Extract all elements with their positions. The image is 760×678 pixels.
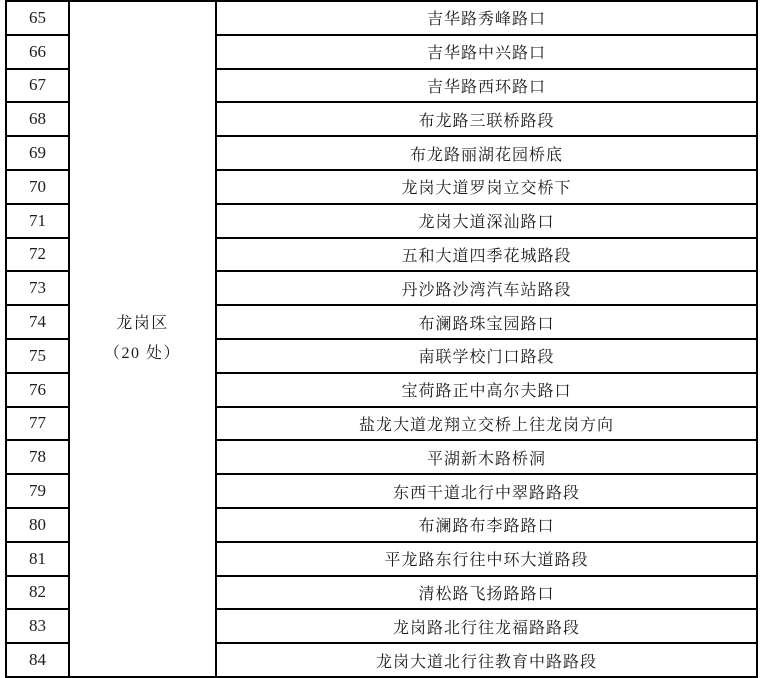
location-cell: 龙岗路北行往龙福路路段	[216, 609, 757, 643]
district-name: 龙岗区	[116, 314, 169, 332]
location-cell: 南联学校门口路段	[216, 339, 757, 373]
row-number: 66	[6, 35, 69, 69]
row-number: 76	[6, 373, 69, 407]
location-cell: 五和大道四季花城路段	[216, 238, 757, 272]
row-number: 75	[6, 339, 69, 373]
location-cell: 布龙路丽湖花园桥底	[216, 136, 757, 170]
location-cell: 布龙路三联桥路段	[216, 102, 757, 136]
location-cell: 东西干道北行中翠路路段	[216, 474, 757, 508]
row-number: 80	[6, 508, 69, 542]
location-cell: 布澜路珠宝园路口	[216, 305, 757, 339]
row-number: 69	[6, 136, 69, 170]
row-number: 82	[6, 576, 69, 610]
location-cell: 龙岗大道深汕路口	[216, 204, 757, 238]
row-number: 73	[6, 271, 69, 305]
table-body	[6, 1, 757, 677]
row-number: 72	[6, 238, 69, 272]
row-number: 84	[6, 643, 69, 677]
location-cell: 宝荷路正中高尔夫路口	[216, 373, 757, 407]
location-cell: 吉华路秀峰路口	[216, 1, 757, 35]
location-cell: 丹沙路沙湾汽车站路段	[216, 271, 757, 305]
row-number: 83	[6, 609, 69, 643]
row-number: 74	[6, 305, 69, 339]
row-number: 65	[6, 1, 69, 35]
row-number: 67	[6, 69, 69, 103]
district-count: （20 处）	[103, 344, 181, 362]
row-number: 79	[6, 474, 69, 508]
district-cell	[69, 1, 216, 677]
location-cell: 平龙路东行往中环大道路段	[216, 542, 757, 576]
table-row	[6, 1, 757, 35]
row-number: 68	[6, 102, 69, 136]
location-cell: 布澜路布李路路口	[216, 508, 757, 542]
location-cell: 龙岗大道北行往教育中路路段	[216, 643, 757, 677]
location-cell: 吉华路西环路口	[216, 69, 757, 103]
location-cell: 吉华路中兴路口	[216, 35, 757, 69]
row-number: 70	[6, 170, 69, 204]
row-number: 77	[6, 407, 69, 441]
checkpoint-table	[5, 0, 758, 678]
location-cell: 盐龙大道龙翔立交桥上往龙岗方向	[216, 407, 757, 441]
row-number: 81	[6, 542, 69, 576]
location-cell: 清松路飞扬路路口	[216, 576, 757, 610]
row-number: 78	[6, 440, 69, 474]
location-cell: 龙岗大道罗岗立交桥下	[216, 170, 757, 204]
location-cell: 平湖新木路桥洞	[216, 440, 757, 474]
row-number: 71	[6, 204, 69, 238]
